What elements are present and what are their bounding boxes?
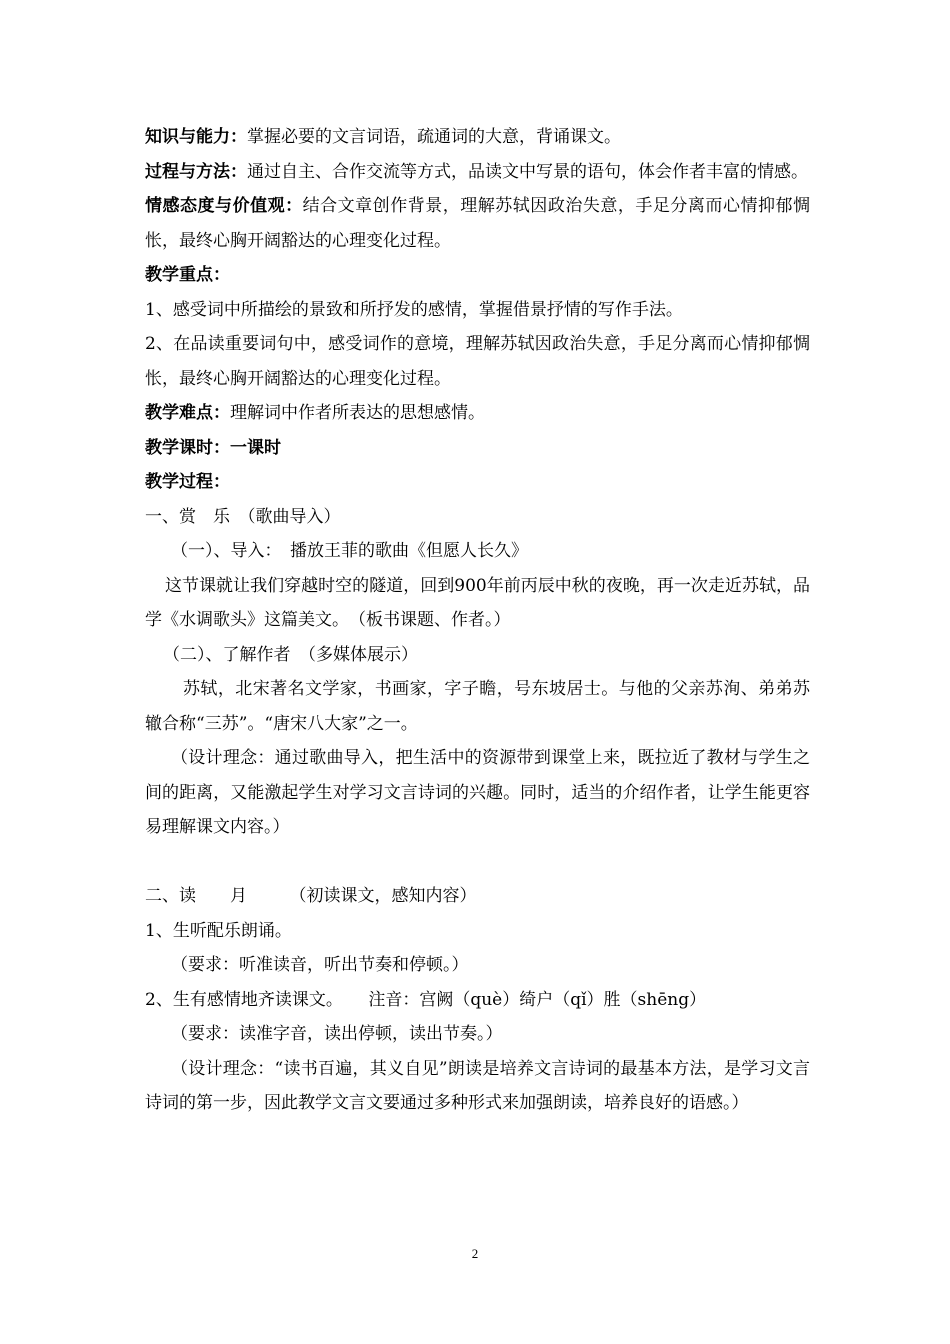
- key-point-1: 1、感受词中所描绘的景致和所抒发的感情，掌握借景抒情的写作手法。: [145, 299, 683, 320]
- section1-para2: 苏轼，北宋著名文学家，书画家，字子瞻，号东坡居士。与他的父亲苏洵、弟弟苏辙合称“三苏”。“唐宋八大家”之一。: [145, 679, 810, 734]
- process-label: 过程与方法：: [145, 161, 247, 182]
- section2-title: 二、读 月 （初读课文，感知内容）: [145, 886, 477, 906]
- section2-req2: （要求：读准字音，读出停顿，读出节奏。）: [171, 1024, 503, 1044]
- section1-sub2: （二）、了解作者 （多媒体展示）: [163, 644, 418, 665]
- emotion-text: 结合文章创作背景，理解苏轼因政治失意，手足分离而心情抑郁惆怅，最终心胸开阔豁达的心理变化过程。: [145, 196, 811, 251]
- page-number: 2: [471, 1246, 479, 1261]
- difficulty-label: 教学难点：: [145, 403, 230, 423]
- class-hours: 教学课时：一课时: [145, 437, 281, 458]
- process-text: 通过自主、合作交流等方式，品读文中写景的语句，体会作者丰富的情感。: [247, 161, 808, 182]
- section2-item1: 1、生听配乐朗诵。: [145, 920, 292, 941]
- section1-title: 一、赏 乐 （歌曲导入）: [145, 506, 341, 527]
- section1-para1: 这节课就让我们穿越时空的隧道，回到900年前丙辰中秋的夜晚，再一次走近苏轼，品学《水调歌头》这篇美文。 （板书课题、作者。）: [145, 575, 810, 630]
- objective-knowledge: [145, 120, 810, 155]
- section2-design: （设计理念：“读书百遍，其义自见”朗读是培养文言诗词的最基本方法，是学习文言诗词的第一步，因此教学文言文要通过多种形式来加强朗读，培养良好的语感。）: [145, 1058, 810, 1113]
- key-point-2: 2、在品读重要词句中，感受词作的意境，理解苏轼因政治失意，手足分离而心情抑郁惆怅，最终心胸开阔豁达的心理变化过程。: [145, 334, 810, 389]
- key-points-label: 教学重点：: [145, 265, 230, 285]
- difficulty-text: 理解词中作者所表达的思想感情。: [230, 403, 485, 423]
- section1-sub1: （一）、导入： 播放王菲的歌曲《但愿人长久》: [171, 541, 528, 561]
- knowledge-label: 知识与能力：: [145, 127, 247, 147]
- section1-design: （设计理念：通过歌曲导入，把生活中的资源带到课堂上来，既拉近了教材与学生之间的距离，又能激起学生对学习文言诗词的兴趣。同时，适当的介绍作者，让学生能更容易理解课文内容。）: [145, 748, 810, 837]
- objective-process: [145, 155, 810, 190]
- emotion-label: 情感态度与价值观：: [145, 196, 303, 216]
- difficulty: [145, 396, 810, 431]
- page-content: [145, 120, 810, 1121]
- knowledge-text: 掌握必要的文言词语，疏通词的大意，背诵课文。: [247, 127, 621, 147]
- section2-req1: （要求：听准读音，听出节奏和停顿。）: [171, 955, 469, 975]
- objective-emotion: [145, 189, 810, 258]
- section2-item2: 2、生有感情地齐读课文。 注音：宫阙（què）绮户（qǐ）胜（shēng）: [145, 989, 707, 1010]
- section-gap: [145, 845, 810, 880]
- process-title: 教学过程：: [145, 472, 230, 492]
